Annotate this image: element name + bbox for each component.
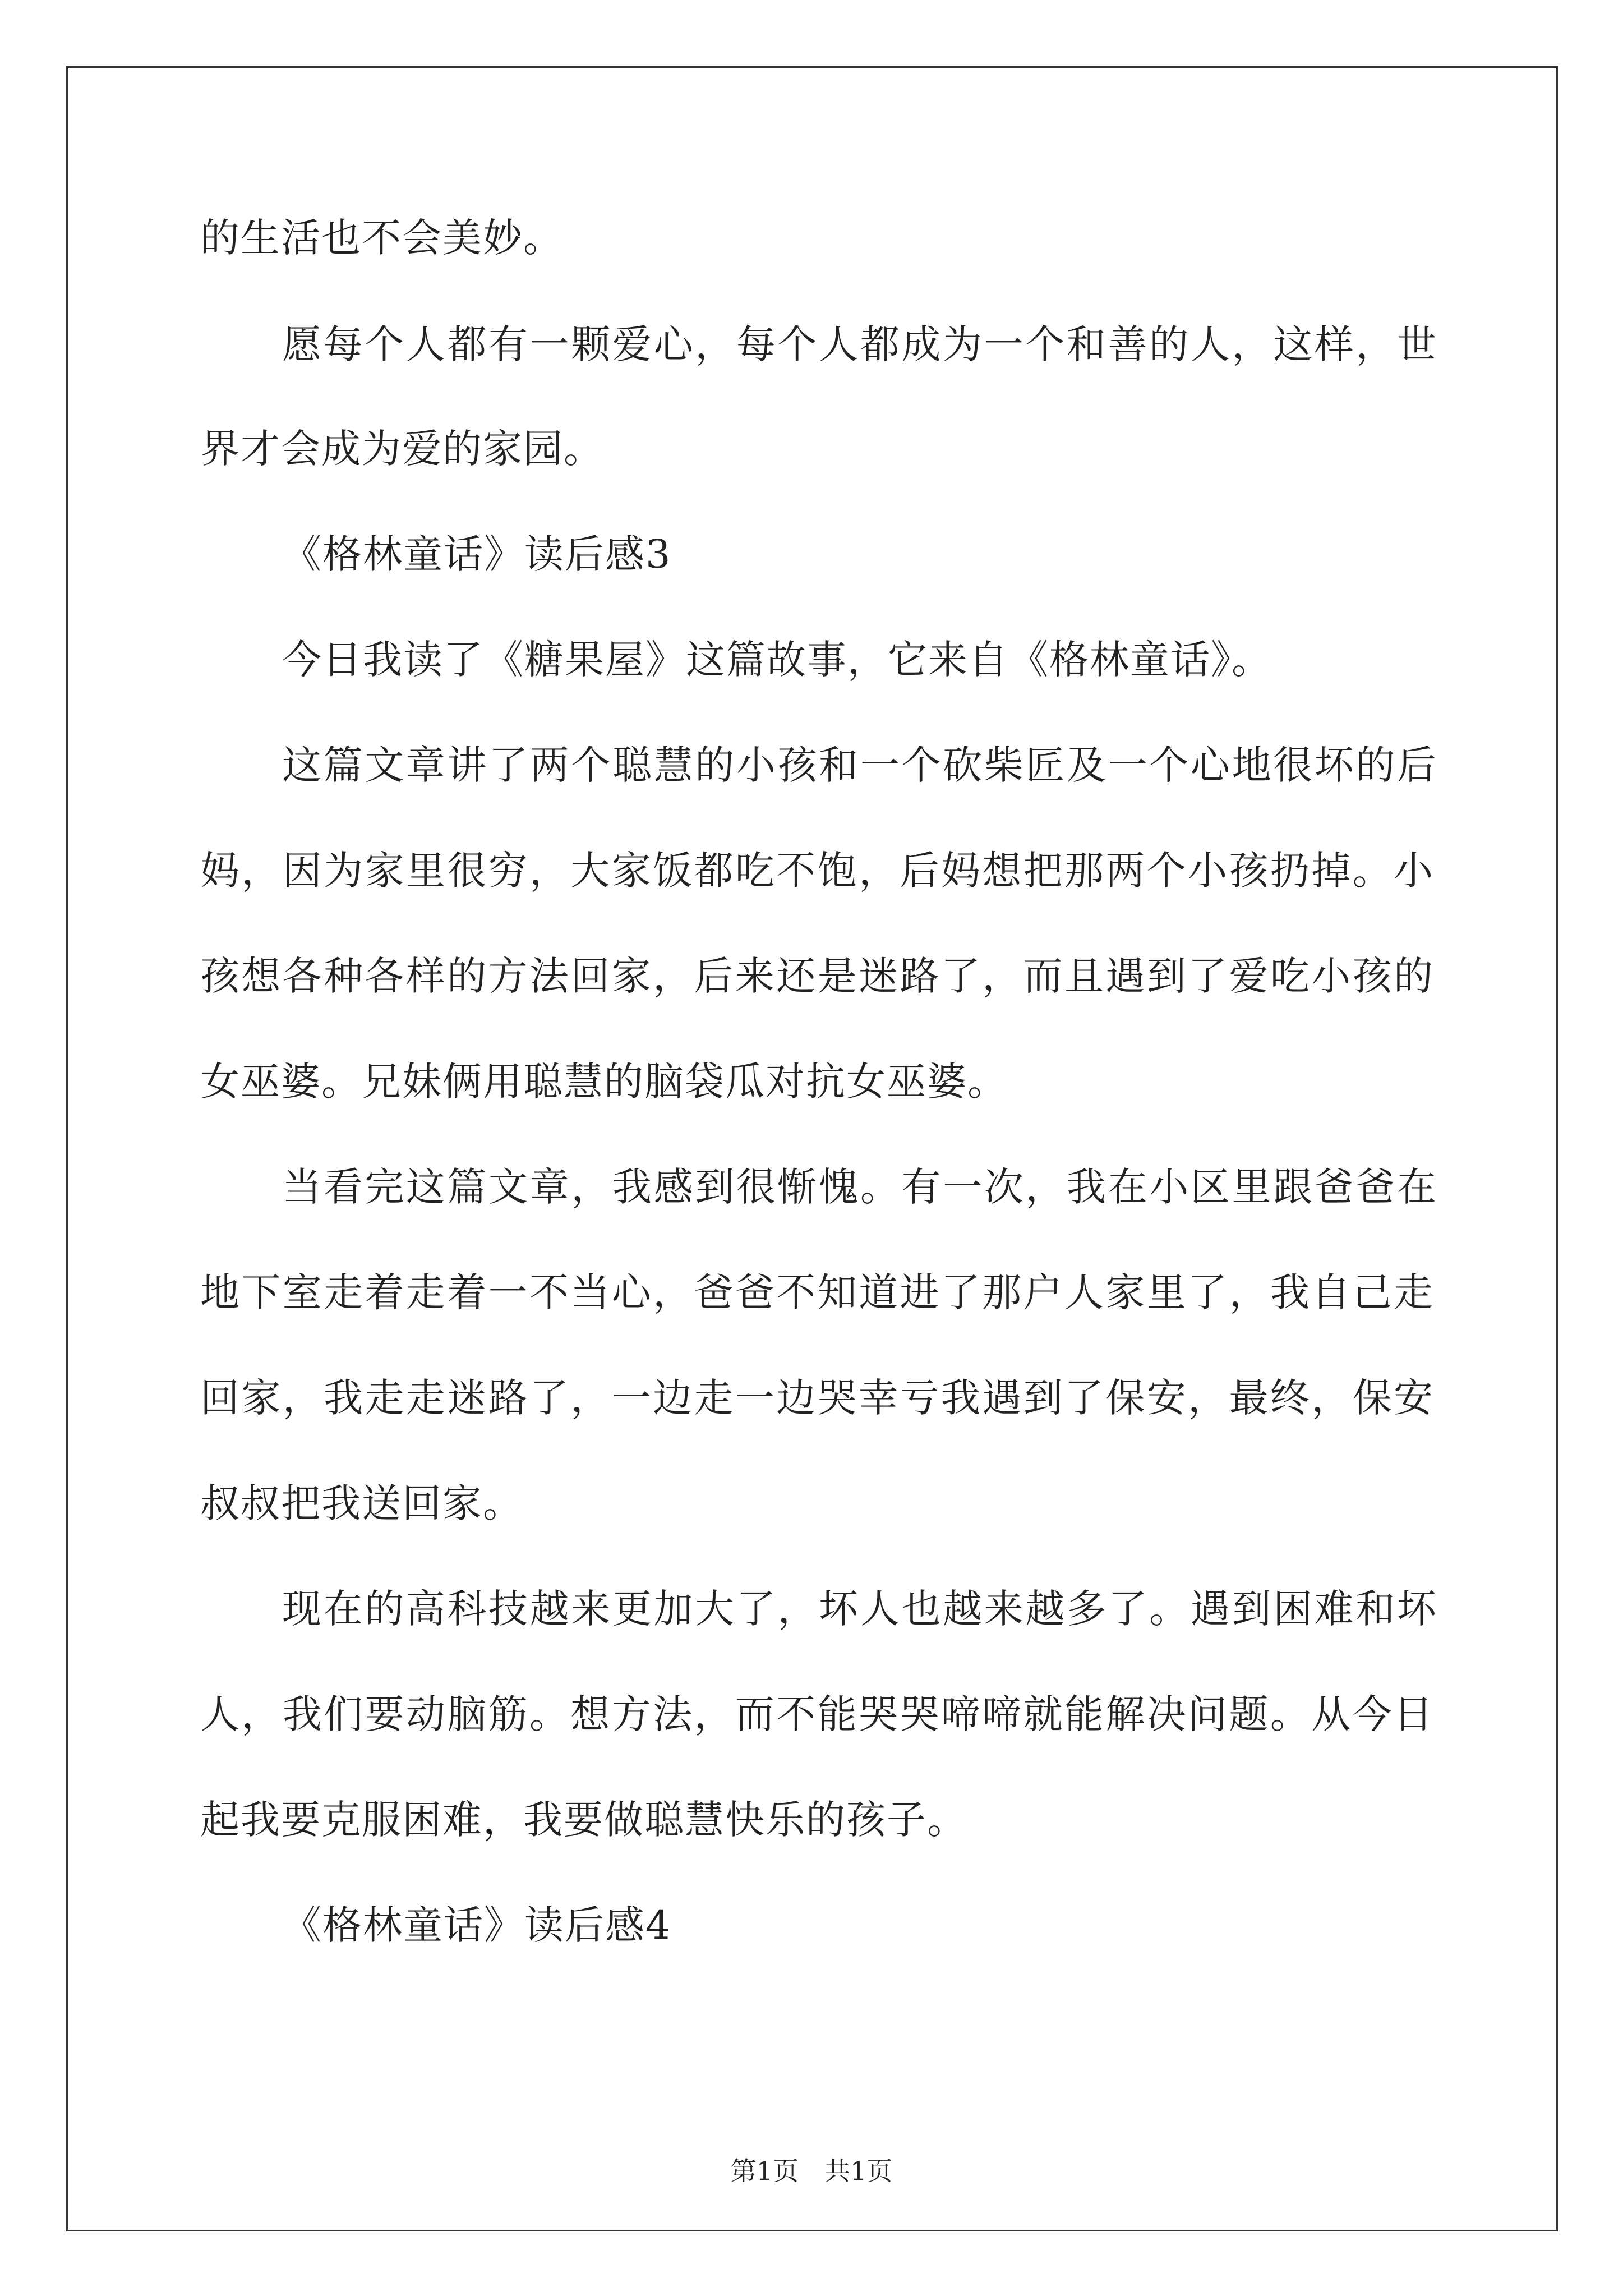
paragraph-line: 这篇文章讲了两个聪慧的小孩和一个砍柴匠及一个心地很坏的后 [282,742,1437,788]
page-number: 第1页 共1页 [730,2156,893,2186]
paragraph-line: 叔叔把我送回家。 [200,1480,523,1526]
paragraph-line: 女巫婆。兄妹俩用聪慧的脑袋瓜对抗女巫婆。 [200,1059,1008,1105]
paragraph-line: 回家，我走走迷路了，一边走一边哭幸亏我遇到了保安，最终，保安 [200,1375,1434,1421]
paragraph-line: 今日我读了《糖果屋》这篇故事，它来自《格林童话》。 [282,637,1272,683]
section-heading: 《格林童话》读后感3 [282,531,672,577]
paragraph-line: 的生活也不会美妙。 [200,215,564,261]
section-heading: 《格林童话》读后感4 [282,1902,672,1948]
paragraph-line: 当看完这篇文章，我感到很惭愧。有一次，我在小区里跟爸爸在 [282,1164,1437,1210]
paragraph-line: 起我要克服困难，我要做聪慧快乐的孩子。 [200,1797,967,1843]
paragraph-line: 界才会成为爱的家园。 [200,426,604,472]
paragraph-line: 地下室走着走着一不当心，爸爸不知道进了那户人家里了，我自己走 [200,1269,1434,1315]
paragraph-line: 愿每个人都有一颗爱心，每个人都成为一个和善的人，这样，世 [282,321,1437,367]
paragraph-line: 现在的高科技越来更加大了，坏人也越来越多了。遇到困难和坏 [282,1586,1437,1632]
paragraph-line: 妈，因为家里很穷，大家饭都吃不饱，后妈想把那两个小孩扔掉。小 [200,848,1434,894]
paragraph-line: 孩想各种各样的方法回家，后来还是迷路了，而且遇到了爱吃小孩的 [200,953,1434,999]
paragraph-line: 人，我们要动脑筋。想方法，而不能哭哭啼啼就能解决问题。从今日 [200,1691,1434,1737]
